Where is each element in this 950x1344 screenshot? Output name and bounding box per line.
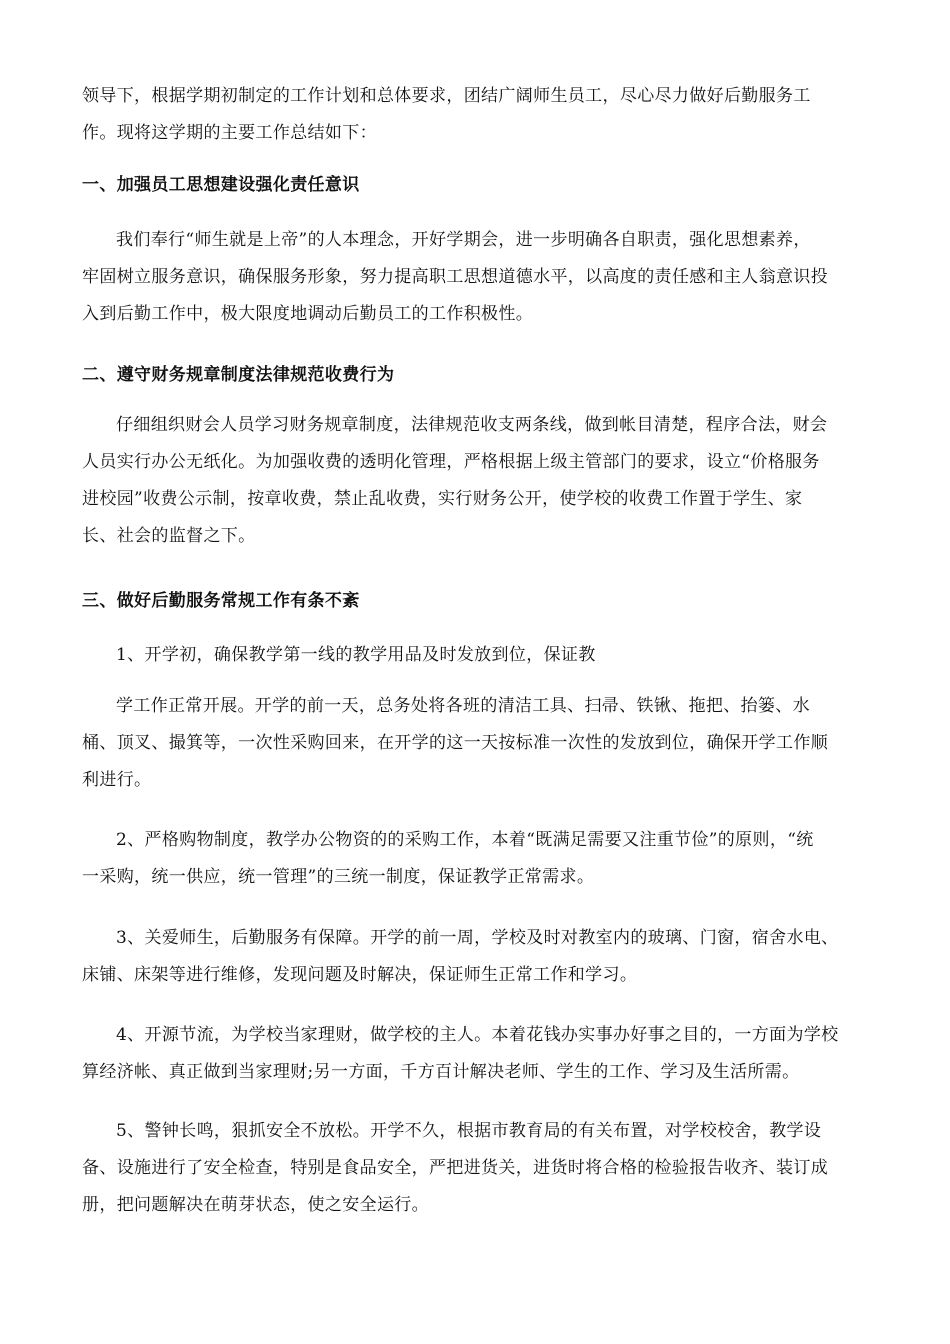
text-line: 长、社会的监督之下。 xyxy=(82,526,256,546)
text-line: 2、严格购物制度，教学办公物资的的采购工作，本着“既满足需要又注重节俭”的原则，“统 xyxy=(116,830,814,850)
text-line: 3、关爱师生，后勤服务有保障。开学的前一周，学校及时对教室内的玻璃、门窗，宿舍水电、 xyxy=(116,928,839,948)
item-1-title xyxy=(82,637,872,674)
item-3-paragraph xyxy=(82,920,872,994)
text-line: 领导下，根据学期初制定的工作计划和总体要求，团结广阔师生员工，尽心尽力做好后勤服务工 xyxy=(82,86,811,106)
item-5-paragraph xyxy=(82,1113,872,1224)
text-line: 学工作正常开展。开学的前一天，总务处将各班的清洁工具、扫帚、铁锹、拖把、抬篓、水 xyxy=(116,696,810,716)
section-1-paragraph xyxy=(82,222,872,333)
text-line: 仔细组织财会人员学习财务规章制度，法律规范收支两条线，做到帐目清楚，程序合法，财会 xyxy=(116,415,828,435)
section-heading-3 xyxy=(82,583,872,620)
heading-text: 一、加强员工思想建设强化责任意识 xyxy=(82,175,360,195)
text-line: 人员实行办公无纸化。为加强收费的透明化管理，严格根据上级主管部门的要求，设立“价格服务 xyxy=(82,452,820,472)
section-heading-2 xyxy=(82,357,872,394)
text-line: 备、设施进行了安全检查，特别是食品安全，严把进货关，进货时将合格的检验报告收齐、装订成 xyxy=(82,1158,829,1178)
text-line: 算经济帐、真正做到当家理财;另一方面，千方百计解决老师、学生的工作、学习及生活所需。 xyxy=(82,1062,800,1082)
item-2-paragraph xyxy=(82,822,872,896)
text-line: 4、开源节流，为学校当家理财，做学校的主人。本着花钱办实事办好事之目的，一方面为学校 xyxy=(116,1025,839,1045)
section-2-paragraph xyxy=(82,407,872,555)
heading-text: 二、遵守财务规章制度法律规范收费行为 xyxy=(82,365,395,385)
section-heading-1 xyxy=(82,167,872,204)
text-line: 利进行。 xyxy=(82,770,152,790)
item-1-paragraph xyxy=(82,688,872,799)
text-line: 作。现将这学期的主要工作总结如下： xyxy=(82,123,377,143)
text-line: 我们奉行“师生就是上帝”的人本理念，开好学期会，进一步明确各自职责，强化思想素养， xyxy=(116,230,811,250)
text-line: 床铺、床架等进行维修，发现问题及时解决，保证师生正常工作和学习。 xyxy=(82,965,638,985)
text-line: 桶、顶叉、撮箕等，一次性采购回来，在开学的这一天按标准一次性的发放到位，确保开学工作顺 xyxy=(82,733,829,753)
item-4-paragraph xyxy=(82,1017,872,1091)
text-line: 1、开学初，确保教学第一线的教学用品及时发放到位，保证教 xyxy=(116,645,596,665)
text-line: 进校园”收费公示制，按章收费，禁止乱收费，实行财务公开，使学校的收费工作置于学生、家 xyxy=(82,489,803,509)
text-line: 5、警钟长鸣，狠抓安全不放松。开学不久，根据市教育局的有关布置，对学校校舍，教学设 xyxy=(116,1121,822,1141)
heading-text: 三、做好后勤服务常规工作有条不紊 xyxy=(82,591,360,611)
text-line: 入到后勤工作中，极大限度地调动后勤员工的工作积极性。 xyxy=(82,304,534,324)
text-line: 册，把问题解决在萌芽状态，使之安全运行。 xyxy=(82,1195,429,1215)
intro-paragraph xyxy=(82,78,872,152)
text-line: 牢固树立服务意识，确保服务形象，努力提高职工思想道德水平，以高度的责任感和主人翁意识投 xyxy=(82,267,829,287)
text-line: 一采购，统一供应，统一管理”的三统一制度，保证教学正常需求。 xyxy=(82,867,595,887)
